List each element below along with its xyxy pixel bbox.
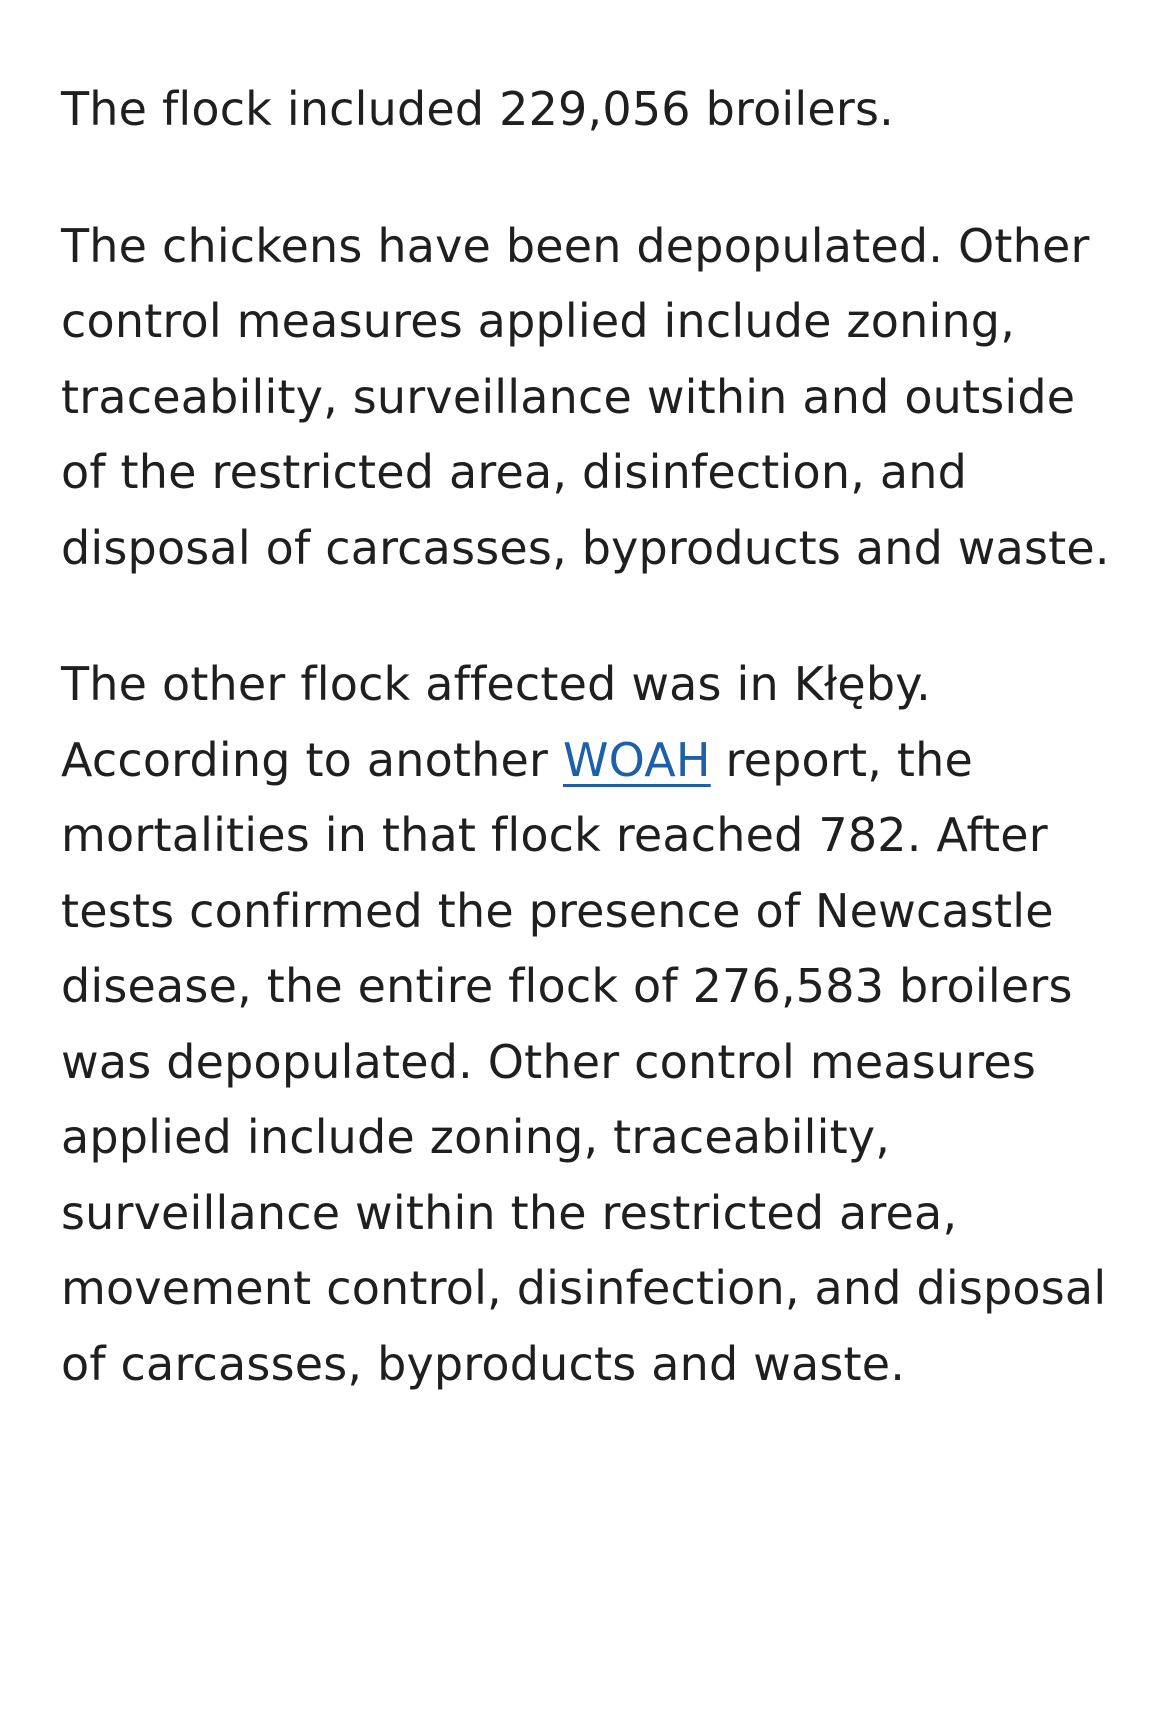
paragraph-control-measures: The chickens have been depopulated. Other control measures applied include zoning, traceability, surveillance within and outside of the restricted area, disinfection, and disposal of carcasses, byproducts and waste.	[61, 218, 1110, 575]
woah-report-link[interactable]: WOAH	[562, 732, 711, 787]
paragraph-other-flock-text-start: The other flock affected was in Kłęby. According to another	[61, 657, 931, 787]
article-body	[61, 72, 1121, 1402]
paragraph-other-flock	[61, 647, 1121, 1402]
paragraph-other-flock-text-end: report, the mortalities in that flock reached 782. After tests confirmed the presence of Newcastle disease, the entire flock of 276,583 broilers was depopulated. Other control measures applied include zoning, traceability, surveillance within the restricted area, movement control, disinfection, and disposal of carcasses, byproducts and waste.	[61, 732, 1107, 1391]
paragraph-flock-size: The flock included 229,056 broilers.	[61, 82, 894, 136]
